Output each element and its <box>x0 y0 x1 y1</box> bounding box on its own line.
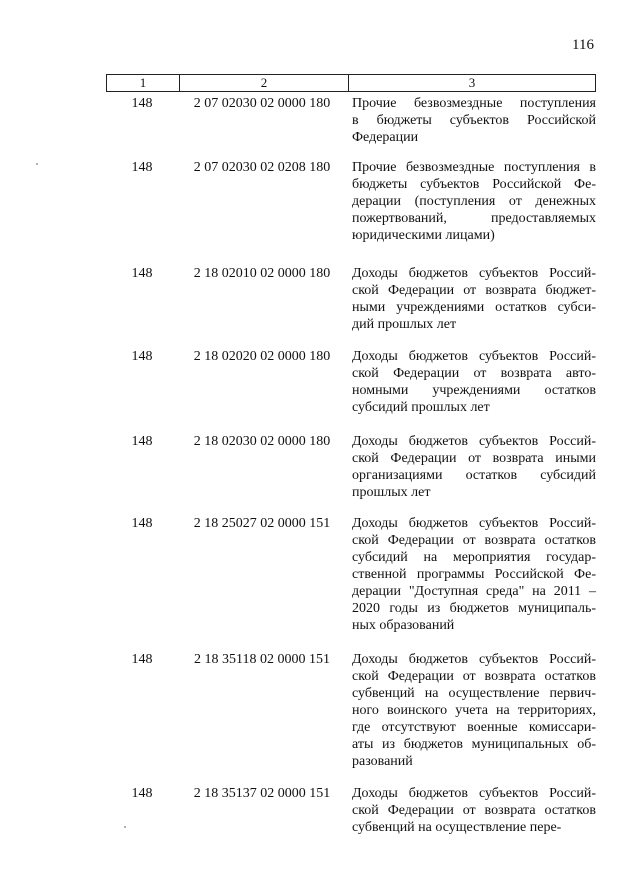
budget-classification-code: 2 18 02020 02 0000 180 <box>193 349 331 364</box>
income-description <box>346 95 596 146</box>
description-line: ской Федерации от возврата авто- <box>352 366 596 381</box>
description-line: где отсутствуют военные комиссари- <box>352 720 596 735</box>
admin-code: 148 <box>131 434 153 449</box>
page-number: 116 <box>572 37 594 53</box>
header-col-2: 2 <box>180 75 349 91</box>
table-row <box>106 515 596 634</box>
budget-classification-code: 2 18 35118 02 0000 151 <box>194 652 330 667</box>
description-line: Доходы бюджетов субъектов Россий- <box>352 266 596 281</box>
admin-code: 148 <box>131 652 153 667</box>
description-line: дий прошлых лет <box>352 317 457 332</box>
income-description <box>346 785 596 836</box>
description-line: ской Федерации от возврата остатков <box>352 669 596 684</box>
scan-speck <box>124 826 126 828</box>
description-line: номными учреждениями остатков <box>352 383 596 398</box>
budget-classification-code: 2 18 02010 02 0000 180 <box>193 266 331 281</box>
description-line: ской Федерации от возврата остатков <box>352 803 596 818</box>
description-line: субвенций на осуществление пере- <box>352 820 562 835</box>
budget-classification-code: 2 07 02030 02 0208 180 <box>193 160 331 175</box>
table-row <box>106 95 596 146</box>
admin-code: 148 <box>131 266 153 281</box>
scan-speck <box>36 163 38 165</box>
budget-classification-code: 2 18 35137 02 0000 151 <box>193 786 331 801</box>
description-line: бюджеты субъектов Российской Фе- <box>352 177 596 192</box>
description-line: ской Федерации от возврата остатков <box>352 533 596 548</box>
description-line: дерации (поступления от денежных <box>352 194 596 209</box>
table-row <box>106 433 596 501</box>
description-line: юридическими лицами) <box>352 228 495 243</box>
budget-classification-code: 2 07 02030 02 0000 180 <box>193 96 331 111</box>
header-col-3: 3 <box>468 75 476 90</box>
description-line: в бюджеты субъектов Российской <box>352 113 596 128</box>
description-line: Доходы бюджетов субъектов Россий- <box>352 349 596 364</box>
description-line: Доходы бюджетов субъектов Россий- <box>352 516 596 531</box>
table-row <box>106 651 596 770</box>
table-row <box>106 348 596 416</box>
admin-code: 148 <box>131 786 153 801</box>
description-line: субсидий прошлых лет <box>352 400 490 415</box>
description-line: субвенций на осуществление первич- <box>352 686 596 701</box>
description-line: разований <box>352 754 413 769</box>
admin-code: 148 <box>131 160 153 175</box>
admin-code: 148 <box>131 516 153 531</box>
description-line: ской Федерации от возврата бюджет- <box>352 283 596 298</box>
header-col-1: 1 <box>107 75 180 91</box>
income-description <box>346 265 596 333</box>
description-line: субсидий на мероприятия государ- <box>352 550 596 565</box>
income-description <box>346 433 596 501</box>
description-line: Прочие безвозмездные поступления в <box>352 160 596 175</box>
description-line: 2020 годы из бюджетов муниципаль- <box>352 601 596 616</box>
budget-classification-code: 2 18 02030 02 0000 180 <box>193 434 331 449</box>
table-row <box>106 159 596 244</box>
income-description <box>346 348 596 416</box>
table-row <box>106 265 596 333</box>
description-line: Доходы бюджетов субъектов Россий- <box>352 652 596 667</box>
income-description <box>346 515 596 634</box>
income-description <box>346 651 596 770</box>
description-line: Доходы бюджетов субъектов Россий- <box>352 786 596 801</box>
description-line: ской Федерации от возврата иными <box>352 451 596 466</box>
description-line: ными учреждениями остатков субси- <box>352 300 596 315</box>
description-line: ных образований <box>352 618 455 633</box>
description-line: Федерации <box>352 130 419 145</box>
admin-code: 148 <box>131 349 153 364</box>
budget-classification-code: 2 18 25027 02 0000 151 <box>193 516 331 531</box>
description-line: ственной программы Российской Фе- <box>352 567 596 582</box>
description-line: дерации "Доступная среда" на 2011 – <box>352 584 596 599</box>
table-row <box>106 785 596 836</box>
admin-code: 148 <box>131 96 153 111</box>
income-description <box>346 159 596 244</box>
description-line: ного воинского учета на территориях, <box>352 703 596 718</box>
description-line: организациями остатков субсидий <box>352 468 596 483</box>
description-line: Прочие безвозмездные поступления <box>352 96 596 111</box>
description-line: Доходы бюджетов субъектов Россий- <box>352 434 596 449</box>
table-header <box>106 74 596 92</box>
description-line: пожертвований, предоставляемых <box>352 211 596 226</box>
description-line: аты из бюджетов муниципальных об- <box>352 737 596 752</box>
description-line: прошлых лет <box>352 485 431 500</box>
